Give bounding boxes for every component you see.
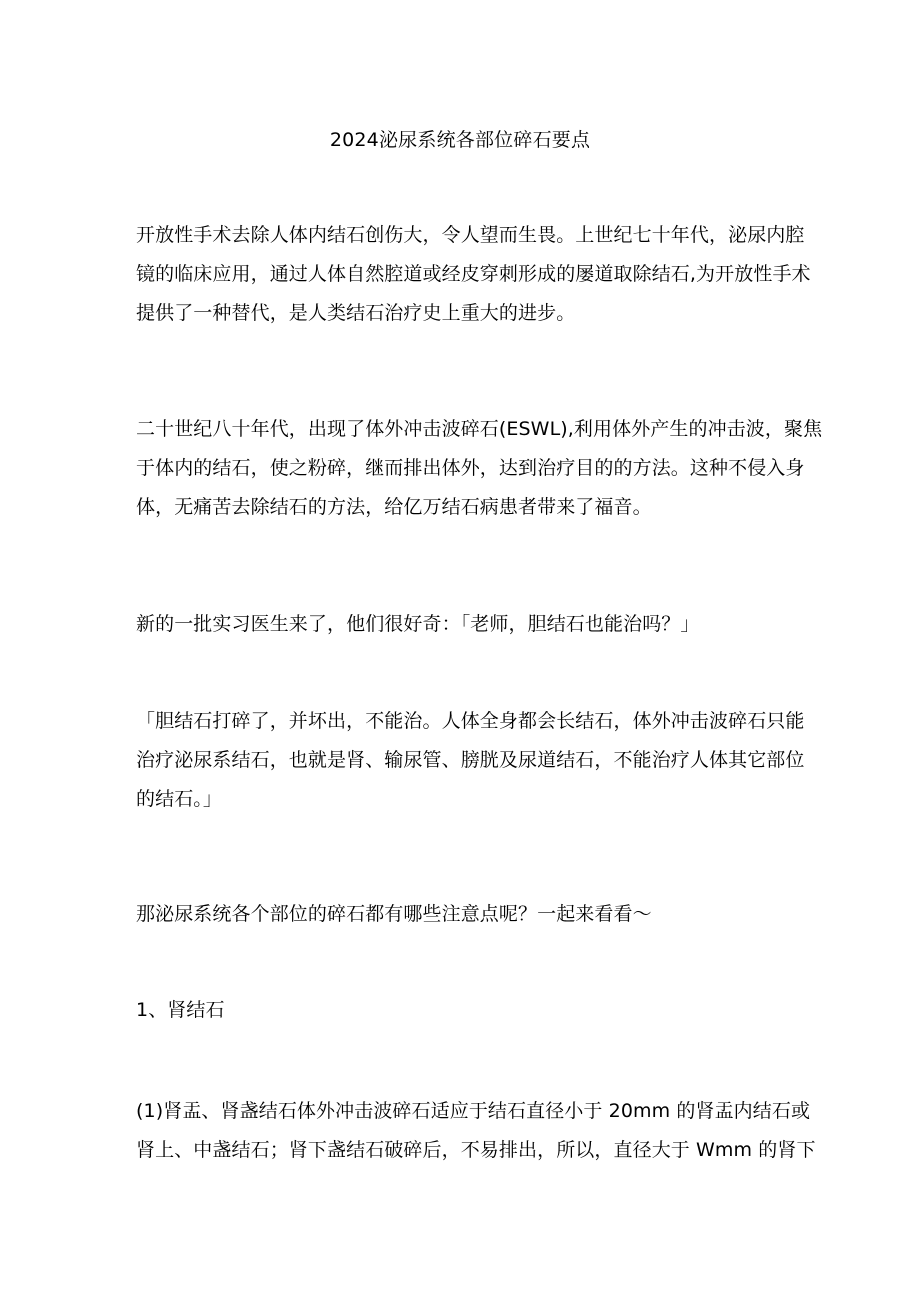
paragraph-line: 体，无痛苦去除结石的方法，给亿万结石病患者带来了福音。: [136, 496, 652, 518]
section-heading: 1、肾结石: [136, 999, 225, 1021]
paragraph-line: 提供了一种替代，是人类结石治疗史上重大的进步。: [136, 302, 576, 324]
paragraph-line: 于体内的结石，使之粉碎，继而排出体外，达到治疗目的的方法。这种不侵入身: [136, 457, 805, 479]
section-heading-kidney-stones: [136, 991, 796, 1030]
paragraph-intern-question: [136, 605, 796, 644]
paragraph-teacher-answer: [136, 702, 805, 819]
paragraph-line: (1)肾盂、肾盏结石体外冲击波碎石适应于结石直径小于 20mm 的肾盂内结石或: [136, 1100, 811, 1122]
document-title: 2024泌尿系统各部位碎石要点: [329, 129, 591, 151]
paragraph-line: 新的一批实习医生来了，他们很好奇：「老师，胆结石也能治吗？」: [136, 613, 700, 635]
paragraph-line: 二十世纪八十年代，出现了体外冲击波碎石(ESWL),利用体外产生的冲击波，聚焦: [136, 418, 823, 440]
paragraph-line: 镜的临床应用，通过人体自然腔道或经皮穿刺形成的屡道取除结石,为开放性手术: [136, 263, 811, 285]
paragraph-eswl: [136, 410, 823, 527]
paragraph-open-surgery: [136, 216, 811, 333]
paragraph-line: 肾上、中盏结石；肾下盏结石破碎后，不易排出，所以，直径大于 Wmm 的肾下: [136, 1139, 816, 1161]
paragraph-line: 那泌尿系统各个部位的碎石都有哪些注意点呢？一起来看看〜: [136, 903, 652, 925]
paragraph-renal-pelvis: [136, 1092, 816, 1170]
paragraph-line: 治疗泌尿系结石，也就是肾、输尿管、膀胱及尿道结石，不能治疗人体其它部位: [136, 749, 805, 771]
paragraph-line: 「胆结石打碎了，并坏出，不能治。人体全身都会长结石，体外冲击波碎石只能: [136, 710, 805, 732]
paragraph-line: 开放性手术去除人体内结石创伤大，令人望而生畏。上世纪七十年代，泌尿内腔: [136, 224, 805, 246]
paragraph-lead-in: [136, 895, 796, 934]
paragraph-line: 的结石。」: [136, 788, 223, 810]
